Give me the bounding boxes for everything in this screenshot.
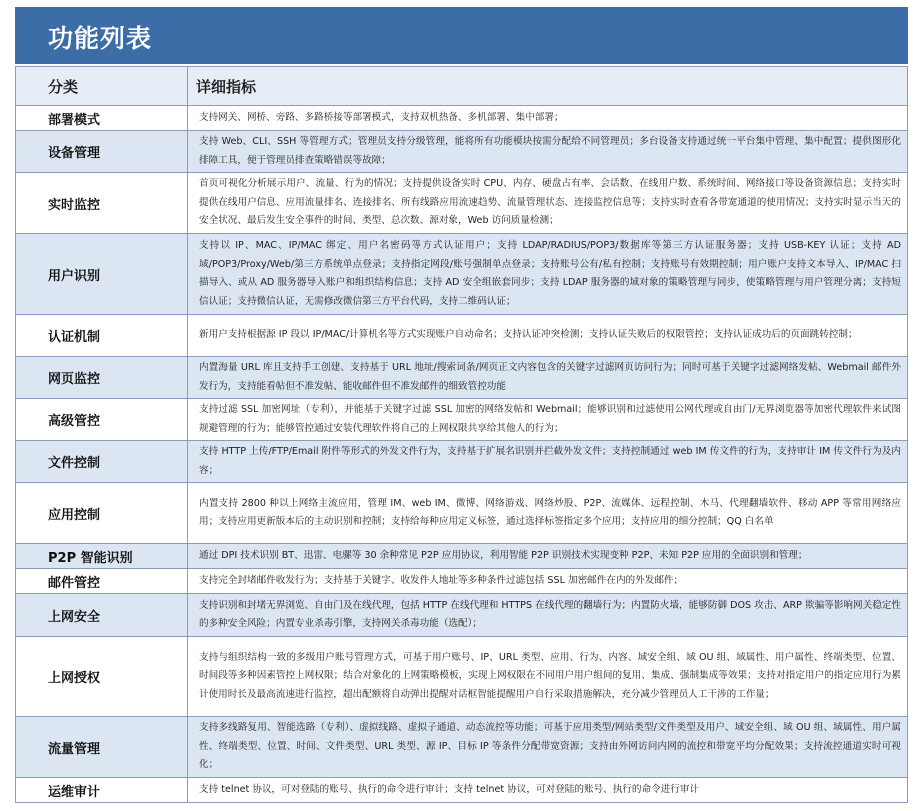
row-category: 认证机制 (16, 315, 188, 357)
row-detail: 支持 telnet 协议，可对登陆的账号、执行的命令进行审计；支持 telnet 协议，可对登陆的账号、执行的命令进行审计 (188, 778, 908, 803)
row-category: 运维审计 (16, 778, 188, 803)
table-row (16, 637, 908, 717)
row-detail: 支持识别和封堵无界浏览、自由门及在线代理，包括 HTTP 在线代理和 HTTPS 在线代理的翻墙行为；内置防火墙，能够防御 DOS 攻击、ARP 欺骗等影响网关稳定性的多种安全风险；内置专业杀毒引擎，支持网关杀毒功能（选配）； (188, 594, 908, 637)
table-row (16, 594, 908, 637)
row-detail: 内置支持 2800 种以上网络主流应用，管理 IM、web IM、微博、网络游戏、网络炒股、P2P、流媒体、远程控制、木马、代理翻墙软件、移动 APP 等常用网络应用；支持应用更新版本后的主动识别和控制；支持给每种应用定义标签，通过选择标签指定多个应用；支持应用的细分控制；QQ 白名单 (188, 483, 908, 544)
table-row (16, 483, 908, 544)
row-category: 实时监控 (16, 173, 188, 234)
row-detail: 新用户支持根据源 IP 段以 IP/MAC/计算机名等方式实现账户自动命名；支持认证冲突检测；支持认证失败后的权限管控；支持认证成功后的页面跳转控制； (188, 315, 908, 357)
row-detail: 内置海量 URL 库且支持手工创建、支持基于 URL 地址/搜索词条/网页正文内容包含的关键字过滤网页访问行为；同时可基于关键字过滤网络发帖、Webmail 邮件外发行为，支持能看帖但不准发帖、能收邮件但不准发邮件的细致管控功能 (188, 357, 908, 399)
row-detail: 支持 Web、CLI、SSH 等管理方式；管理员支持分级管理，能将所有功能模块按需分配给不同管理员；多台设备支持通过统一平台集中管理、集中配置；提供图形化排障工具，便于管理员排查策略错误等故障； (188, 131, 908, 173)
row-category: 邮件管控 (16, 569, 188, 594)
row-detail: 支持以 IP、MAC、IP/MAC 绑定、用户名密码等方式认证用户；支持 LDAP/RADIUS/POP3/数据库等第三方认证服务器；支持 USB-KEY 认证；支持 AD 域/POP3/Proxy/Web/第三方系统单点登录；支持指定网段/账号强制单点登录；支持账号公有/私有控制；支持账号有效期控制；用户账户支持文本导入、IP/MAC 扫描导入、或从 AD 服务器导入账户和组织结构信息；支持 AD 安全组嵌套同步；支持 LDAP 服务器的域对象的策略管理与同步，使策略管理与用户管理分离；支持短信认证；支持微信认证，无需修改微信第三方平台代码，支持二维码认证； (188, 234, 908, 315)
table-row (16, 315, 908, 357)
table-row (16, 441, 908, 483)
feature-table (15, 66, 908, 803)
table-row (16, 717, 908, 778)
table-row (16, 357, 908, 399)
row-detail: 首页可视化分析展示用户、流量、行为的情况；支持提供设备实时 CPU、内存、硬盘占有率、会话数、在线用户数、系统时间、网络接口等设备资源信息；支持实时提供在线用户信息、应用流量排名、连接排名、所有线路应用流速趋势、流量管理状态、连接监控信息等；支持实时查看各带宽通道的使用情况；支持实时显示当天的安全状况、最后发生安全事件的时间、类型、总次数、源对象，Web 访问质量检测； (188, 173, 908, 234)
row-detail: 支持完全封堵邮件收发行为；支持基于关键字、收发件人地址等多种条件过滤包括 SSL 加密邮件在内的外发邮件； (188, 569, 908, 594)
table-row (16, 106, 908, 131)
row-category: 网页监控 (16, 357, 188, 399)
row-category: 上网授权 (16, 637, 188, 717)
column-header-category: 分类 (16, 67, 188, 106)
row-category: 文件控制 (16, 441, 188, 483)
row-category: 上网安全 (16, 594, 188, 637)
row-detail: 通过 DPI 技术识别 BT、迅雷、电骡等 30 余种常见 P2P 应用协议，利用智能 P2P 识别技术实现变种 P2P、未知 P2P 应用的全面识别和管理； (188, 544, 908, 569)
row-category: P2P 智能识别 (16, 544, 188, 569)
column-header-detail: 详细指标 (188, 67, 908, 106)
table-row (16, 173, 908, 234)
row-category: 设备管理 (16, 131, 188, 173)
row-detail: 支持过滤 SSL 加密网址（专利），并能基于关键字过滤 SSL 加密的网络发帖和 Webmail；能够识别和过滤使用公网代理或自由门/无界浏览器等加密代理软件来试图规避管理的行为；能够管控通过安装代理软件将自己的上网权限共享给其他人的行为； (188, 399, 908, 441)
table-row (16, 131, 908, 173)
row-detail: 支持 HTTP 上传/FTP/Email 附件等形式的外发文件行为，支持基于扩展名识别并拦截外发文件；支持控制通过 web IM 传文件的行为，支持审计 IM 传文件行为及内容； (188, 441, 908, 483)
table-row (16, 544, 908, 569)
row-category: 应用控制 (16, 483, 188, 544)
table-header-row (16, 67, 908, 106)
table-row (16, 778, 908, 803)
row-category: 部署模式 (16, 106, 188, 131)
table-row (16, 234, 908, 315)
row-category: 流量管理 (16, 717, 188, 778)
row-category: 高级管控 (16, 399, 188, 441)
table-row (16, 399, 908, 441)
row-detail: 支持网关、网桥、旁路、多路桥接等部署模式，支持双机热备、多机部署、集中部署； (188, 106, 908, 131)
row-detail: 支持多线路复用、智能选路（专利）、虚拟线路、虚拟子通道、动态流控等功能；可基于应用类型/网站类型/文件类型及用户、域安全组、域 OU 组、域属性、用户属性、终端类型、位置、时间、文件类型、URL 类型、源 IP、目标 IP 等条件分配带宽资源；支持由外网访问内网的流控和带宽平均分配效果；支持流控通道实时可视化； (188, 717, 908, 778)
page-title: 功能列表 (48, 24, 153, 53)
row-detail: 支持与组织结构一致的多级用户账号管理方式，可基于用户账号、IP、URL 类型、应用、行为、内容、域安全组、域 OU 组、域属性、用户属性、终端类型、位置、时间段等多种因素管控上网权限；结合对象化的上网策略模板，实现上网权限在不同用户用户组间的复用、集成、强制集成等效果；支持对指定用户的指定应用行为累计使用时长及最高流速进行监控，超出配额将自动弹出提醒对话框智能提醒用户自行采取措施解决，充分减少管理员人工干涉的工作量； (188, 637, 908, 717)
row-category: 用户识别 (16, 234, 188, 315)
table-row (16, 569, 908, 594)
title-banner (15, 7, 908, 64)
